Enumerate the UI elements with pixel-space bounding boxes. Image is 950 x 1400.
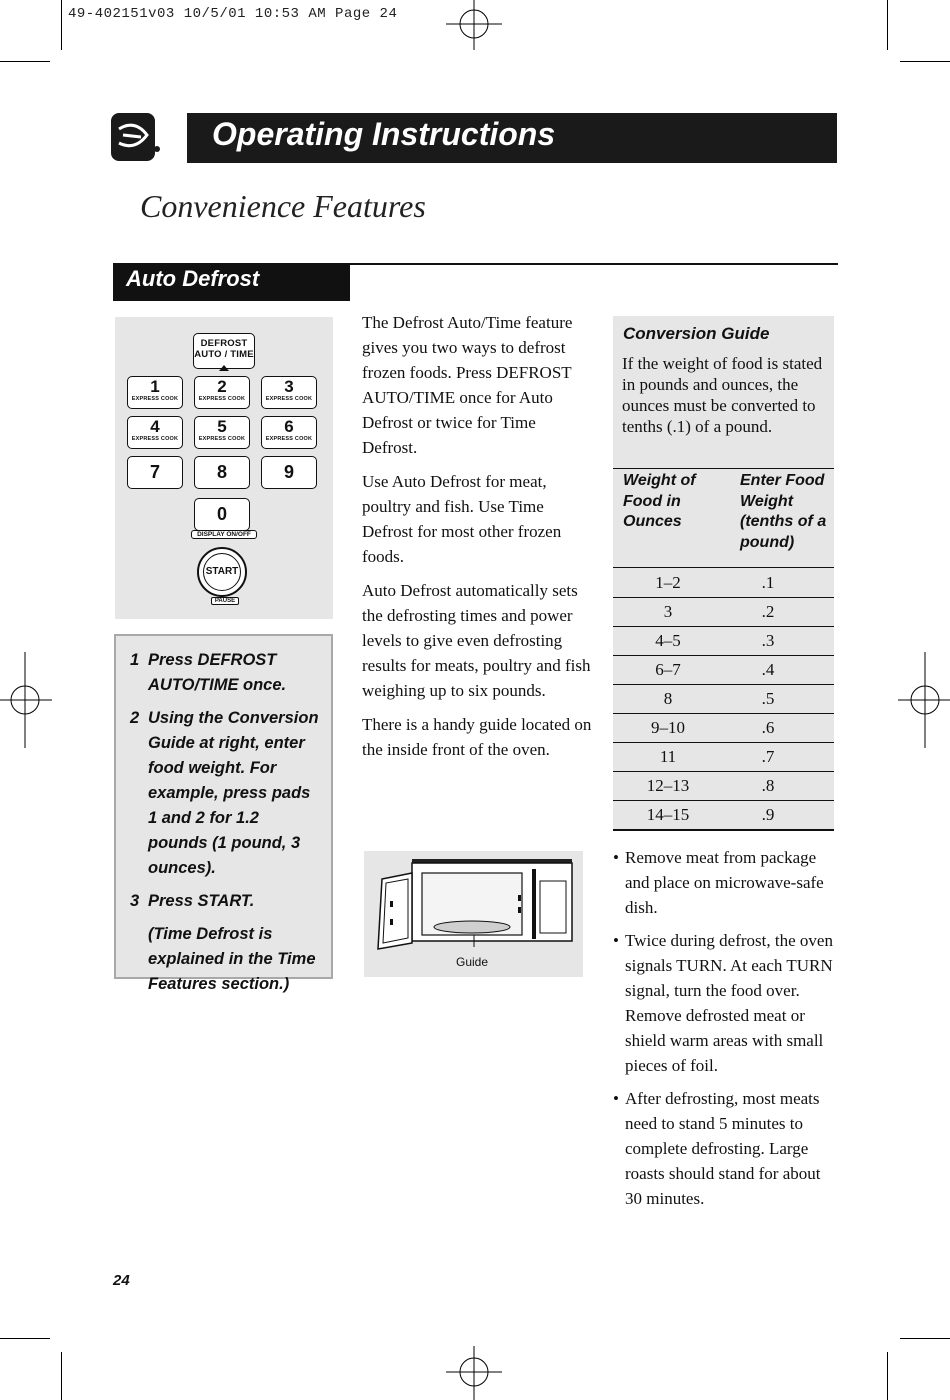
key-4: 4 EXPRESS COOK bbox=[127, 416, 183, 449]
page-number: 24 bbox=[113, 1272, 130, 1289]
table-row: 9–10 .6 bbox=[613, 713, 834, 743]
microwave-badge-icon bbox=[111, 113, 161, 163]
key-7: 7 bbox=[127, 456, 183, 489]
step-item: 1 Press DEFROST AUTO/TIME once. bbox=[130, 651, 287, 694]
list-item: • Twice during defrost, the oven signals TURN. At each TURN signal, turn the food over. Remove defrosted meat or shield warm areas with small pieces of foil. bbox=[613, 931, 833, 1075]
conversion-guide-title: Conversion Guide bbox=[623, 324, 770, 343]
key-6: 6 EXPRESS COOK bbox=[261, 416, 317, 449]
body-paragraph: Use Auto Defrost for meat, poultry and fish. Use Time Defrost for most other frozen foods. bbox=[362, 472, 562, 566]
key-0: 0 bbox=[194, 498, 250, 531]
body-text bbox=[362, 310, 592, 771]
key-5: 5 EXPRESS COOK bbox=[194, 416, 250, 449]
keypad-illustration bbox=[115, 317, 333, 619]
table-row: 14–15 .9 bbox=[613, 800, 834, 831]
key-9: 9 bbox=[261, 456, 317, 489]
defrost-auto-time-key: DEFROST AUTO / TIME bbox=[193, 333, 255, 369]
section-subtitle: Convenience Features bbox=[140, 188, 426, 224]
body-paragraph: Auto Defrost automatically sets the defrosting times and power levels to give even defrosting results for meats, poultry and fish weighing up to six pounds. bbox=[362, 581, 591, 700]
key-8: 8 bbox=[194, 456, 250, 489]
table-header-tenths: Enter Food Weight (tenths of a pound) bbox=[740, 472, 827, 551]
body-paragraph: The Defrost Auto/Time feature gives you two ways to defrost frozen foods. Press DEFROST AUTO/TIME once for Auto Defrost or twice for Time Defrost. bbox=[362, 313, 573, 457]
oven-guide-caption: Guide bbox=[456, 955, 489, 969]
page-title: Operating Instructions bbox=[212, 116, 556, 152]
key-1: 1 EXPRESS COOK bbox=[127, 376, 183, 409]
steps-box bbox=[114, 634, 333, 993]
table-row: 6–7 .4 bbox=[613, 655, 834, 685]
conversion-guide-intro: If the weight of food is stated in pounds and ounces, the ounces must be converted to tenths (.1) of a pound. bbox=[622, 354, 823, 436]
key-2: 2 EXPRESS COOK bbox=[194, 376, 250, 409]
printer-slug: 49-402151v03 10/5/01 10:53 AM Page 24 bbox=[68, 6, 398, 22]
step-item: 3 Press START. bbox=[130, 892, 255, 910]
step-note: (Time Defrost is explained in the Time Features section.) bbox=[148, 925, 316, 993]
tips-list bbox=[613, 845, 838, 1219]
table-row: 3 .2 bbox=[613, 597, 834, 627]
start-key bbox=[197, 547, 247, 597]
step-item: 2 Using the Conversion Guide at right, enter food weight. For example, press pads 1 and 2 for 1.2 pounds (1 pound, 3 ounces). bbox=[130, 709, 319, 877]
table-row: 11 .7 bbox=[613, 742, 834, 772]
pause-label: PAUSE bbox=[211, 597, 239, 605]
section-tab-label: Auto Defrost bbox=[126, 266, 260, 291]
table-row: 12–13 .8 bbox=[613, 771, 834, 801]
body-paragraph: There is a handy guide located on the inside front of the oven. bbox=[362, 715, 592, 759]
key-3: 3 EXPRESS COOK bbox=[261, 376, 317, 409]
table-header-ounces: Weight of Food in Ounces bbox=[623, 472, 696, 530]
list-item: • Remove meat from package and place on microwave-safe dish. bbox=[613, 848, 824, 917]
start-key-label: START bbox=[203, 553, 241, 591]
table-row: 8 .5 bbox=[613, 684, 834, 714]
display-on-off-label: DISPLAY ON/OFF bbox=[191, 530, 257, 539]
table-row: 4–5 .3 bbox=[613, 626, 834, 656]
table-top-rule bbox=[613, 468, 834, 469]
list-item: • After defrosting, most meats need to stand 5 minutes to complete defrosting. Large roasts should stand for about 30 minutes. bbox=[613, 1089, 821, 1208]
table-row: 1–2 .1 bbox=[613, 568, 834, 598]
